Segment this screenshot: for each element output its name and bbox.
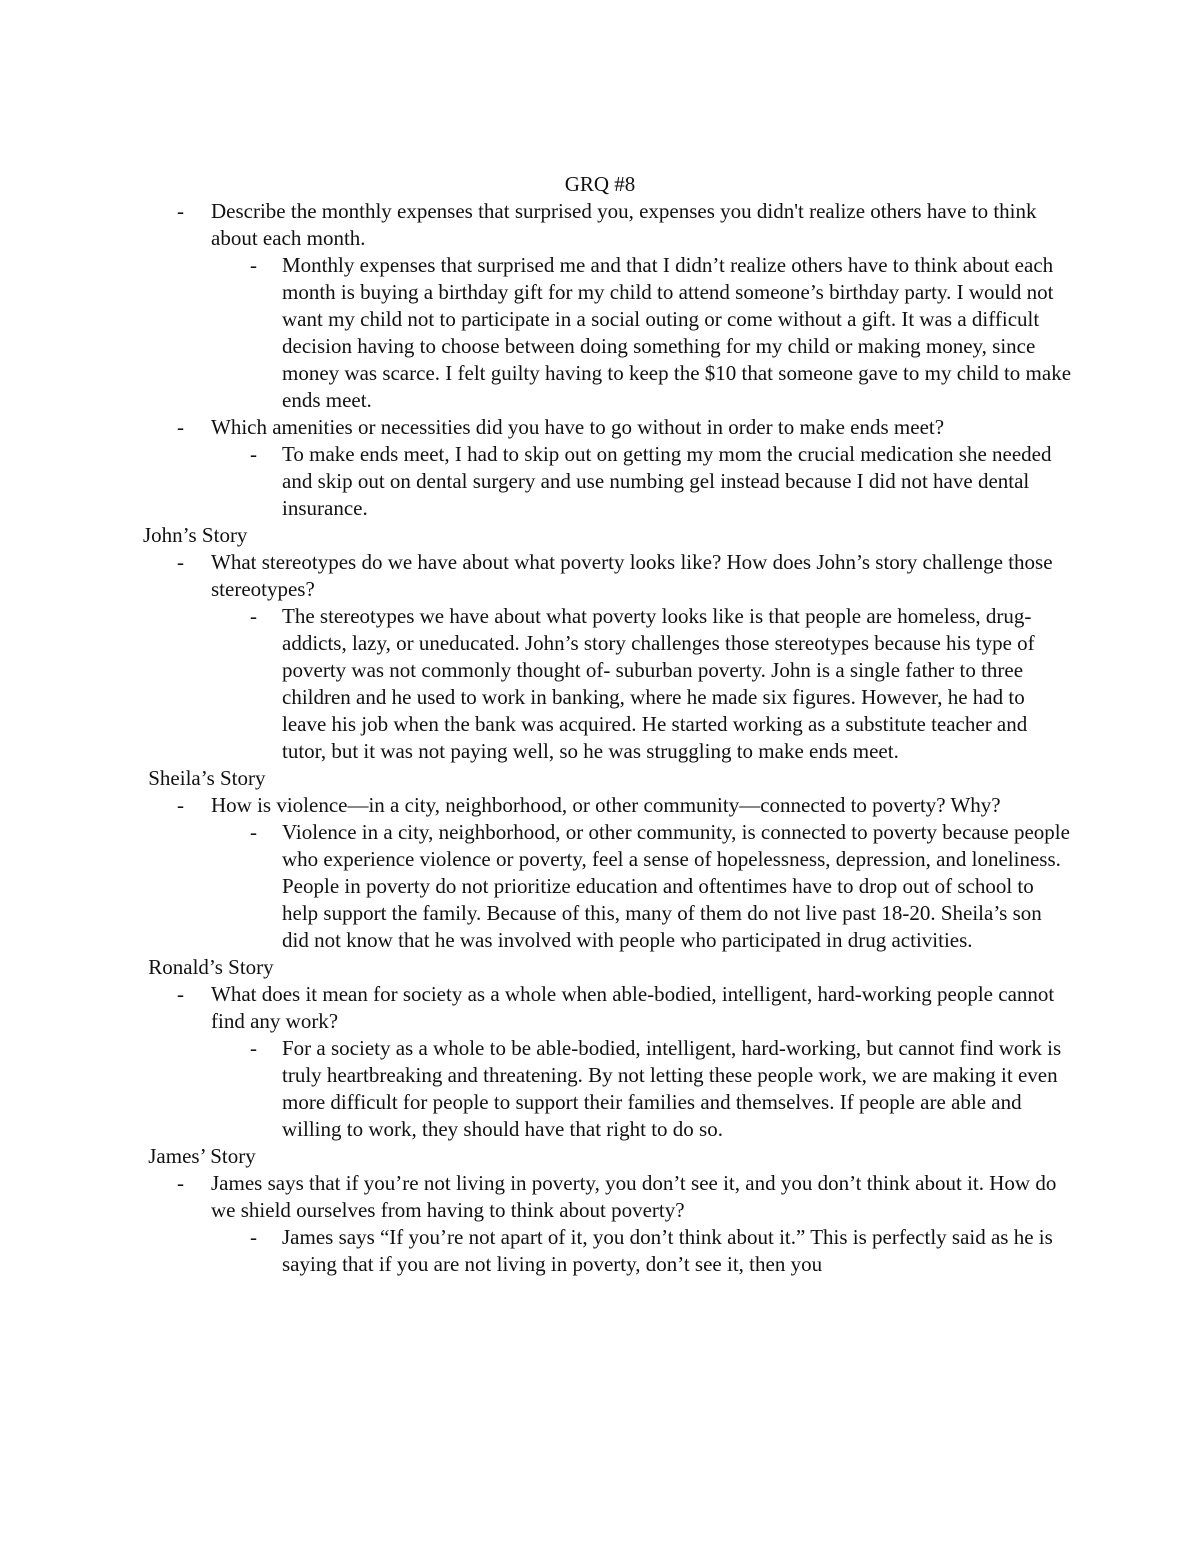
answer-bullet xyxy=(143,1224,1073,1278)
answer-text: Monthly expenses that surprised me and that I didn’t realize others have to think about each month is buying a birthday gift for my child to attend someone’s birthday party. I would not want my child not to participate in a social outing or come without a gift. It was a difficult decision having to choose between doing something for my child or making money, since money was scarce. I felt guilty having to keep the $10 that someone gave to my child to make ends meet. xyxy=(282,253,1072,412)
section-ronalds-story xyxy=(143,954,1073,1143)
section-heading: Ronald’s Story xyxy=(143,955,274,979)
document-body xyxy=(143,198,1073,1278)
question-text: James says that if you’re not living in poverty, you don’t see it, and you don’t think about it. How do we shield ourselves from having to think about poverty? xyxy=(211,1171,1057,1222)
dash-marker: - xyxy=(250,1225,257,1249)
dash-marker: - xyxy=(250,253,257,277)
question-text: What does it mean for society as a whole when able-bodied, intelligent, hard-working people cannot find any work? xyxy=(211,982,1055,1033)
dash-marker: - xyxy=(250,604,257,628)
question-text: What stereotypes do we have about what poverty looks like? How does John’s story challenge those stereotypes? xyxy=(211,550,1053,601)
section-johns-story xyxy=(143,522,1073,765)
answer-bullet xyxy=(143,441,1073,522)
dash-marker: - xyxy=(177,982,184,1006)
dash-marker: - xyxy=(250,442,257,466)
answer-bullet xyxy=(143,1035,1073,1143)
section-james-story xyxy=(143,1143,1073,1278)
question-bullet xyxy=(143,792,1073,819)
dash-marker: - xyxy=(177,550,184,574)
dash-marker: - xyxy=(250,1036,257,1060)
dash-marker: - xyxy=(177,415,184,439)
dash-marker: - xyxy=(250,820,257,844)
section-heading: Sheila’s Story xyxy=(143,766,266,790)
question-bullet xyxy=(143,198,1073,252)
question-text: Describe the monthly expenses that surprised you, expenses you didn't realize others have to think about each month. xyxy=(211,199,1037,250)
question-bullet xyxy=(143,1170,1073,1224)
question-bullet xyxy=(143,414,1073,441)
answer-text: To make ends meet, I had to skip out on getting my mom the crucial medication she needed and skip out on dental surgery and use numbing gel instead because I did not have dental insurance. xyxy=(282,442,1052,520)
answer-bullet xyxy=(143,252,1073,414)
question-bullet xyxy=(143,549,1073,603)
answer-text: James says “If you’re not apart of it, you don’t think about it.” This is perfectly said as he is saying that if you are not living in poverty, don’t see it, then you xyxy=(282,1225,1053,1276)
dash-marker: - xyxy=(177,199,184,223)
dash-marker: - xyxy=(177,793,184,817)
answer-bullet xyxy=(143,819,1073,954)
question-bullet xyxy=(143,981,1073,1035)
section-heading: John’s Story xyxy=(143,523,248,547)
answer-bullet xyxy=(143,603,1073,765)
answer-text: For a society as a whole to be able-bodied, intelligent, hard-working, but cannot find work is truly heartbreaking and threatening. By not letting these people work, we are making it even more difficult for people to support their families and themselves. If people are able and willing to work, they should have that right to do so. xyxy=(282,1036,1062,1141)
dash-marker: - xyxy=(177,1171,184,1195)
document-title: GRQ #8 xyxy=(564,172,636,196)
answer-text: The stereotypes we have about what poverty looks like is that people are homeless, drug-addicts, lazy, or uneducated. John’s story challenges those stereotypes because his type of poverty was not commonly thought of- suburban poverty. John is a single father to three children and he used to work in banking, where he made six figures. However, he had to leave his job when the bank was acquired. He started working as a substitute teacher and tutor, but it was not paying well, so he was struggling to make ends meet. xyxy=(282,604,1035,763)
section-heading: James’ Story xyxy=(143,1144,256,1168)
section-sheilas-story xyxy=(143,765,1073,954)
section-intro xyxy=(143,198,1073,522)
answer-text: Violence in a city, neighborhood, or other community, is connected to poverty because people who experience violence or poverty, feel a sense of hopelessness, depression, and loneliness. People in poverty do not prioritize education and oftentimes have to drop out of school to help support the family. Because of this, many of them do not live past 18-20. Sheila’s son did not know that he was involved with people who participated in drug activities. xyxy=(282,820,1070,952)
question-text: Which amenities or necessities did you have to go without in order to make ends meet? xyxy=(211,415,945,439)
question-text: How is violence—in a city, neighborhood, or other community—connected to poverty? Why? xyxy=(211,793,1001,817)
